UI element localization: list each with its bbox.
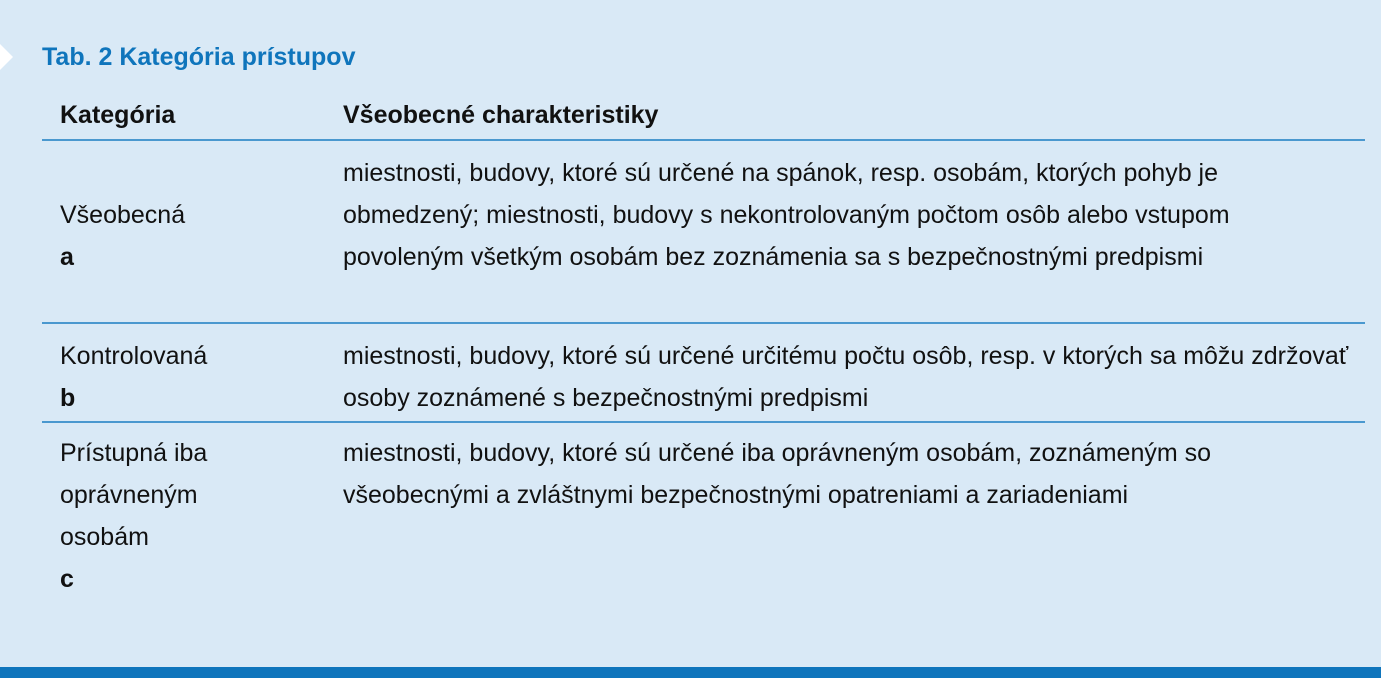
category-cell — [60, 432, 260, 600]
bullet-marker-icon — [0, 44, 13, 70]
table-row — [42, 324, 1365, 423]
table-row — [42, 141, 1365, 324]
category-cell — [60, 335, 320, 419]
table-header-row — [42, 89, 1365, 141]
category-code: b — [60, 384, 76, 412]
column-header-characteristics: Všeobecné charakteristiky — [343, 101, 659, 129]
bottom-accent-bar — [0, 667, 1381, 678]
table-row — [42, 423, 1365, 623]
category-name: Prístupná iba oprávneným osobám — [60, 439, 208, 551]
category-code: a — [60, 243, 74, 271]
table-title: Tab. 2 Kategória prístupov — [42, 43, 356, 71]
category-code: c — [60, 565, 74, 593]
category-cell — [60, 194, 320, 278]
characteristics-cell: miestnosti, budovy, ktoré sú určené iba oprávneným osobám, zoznámeným so všeobecnými a zvláštnymi bezpečnostnými opatreniami a zariadeniami — [343, 439, 1212, 509]
characteristics-cell: miestnosti, budovy, ktoré sú určené určitému počtu osôb, resp. v ktorých sa môžu zdržovať osoby zoznámené s bezpečnostnými predpismi — [343, 342, 1349, 412]
characteristics-cell: miestnosti, budovy, ktoré sú určené na spánok, resp. osobám, ktorých pohyb je obmedzený; miestnosti, budovy s nekontrolovaným počtom osôb alebo vstupom povoleným všetkým osobám bez zoznámenia sa s bezpečnostnými predpismi — [343, 159, 1230, 271]
access-categories-table — [42, 89, 1365, 623]
column-header-category: Kategória — [60, 101, 176, 129]
category-name: Kontrolovaná — [60, 342, 208, 370]
category-name: Všeobecná — [60, 201, 186, 229]
